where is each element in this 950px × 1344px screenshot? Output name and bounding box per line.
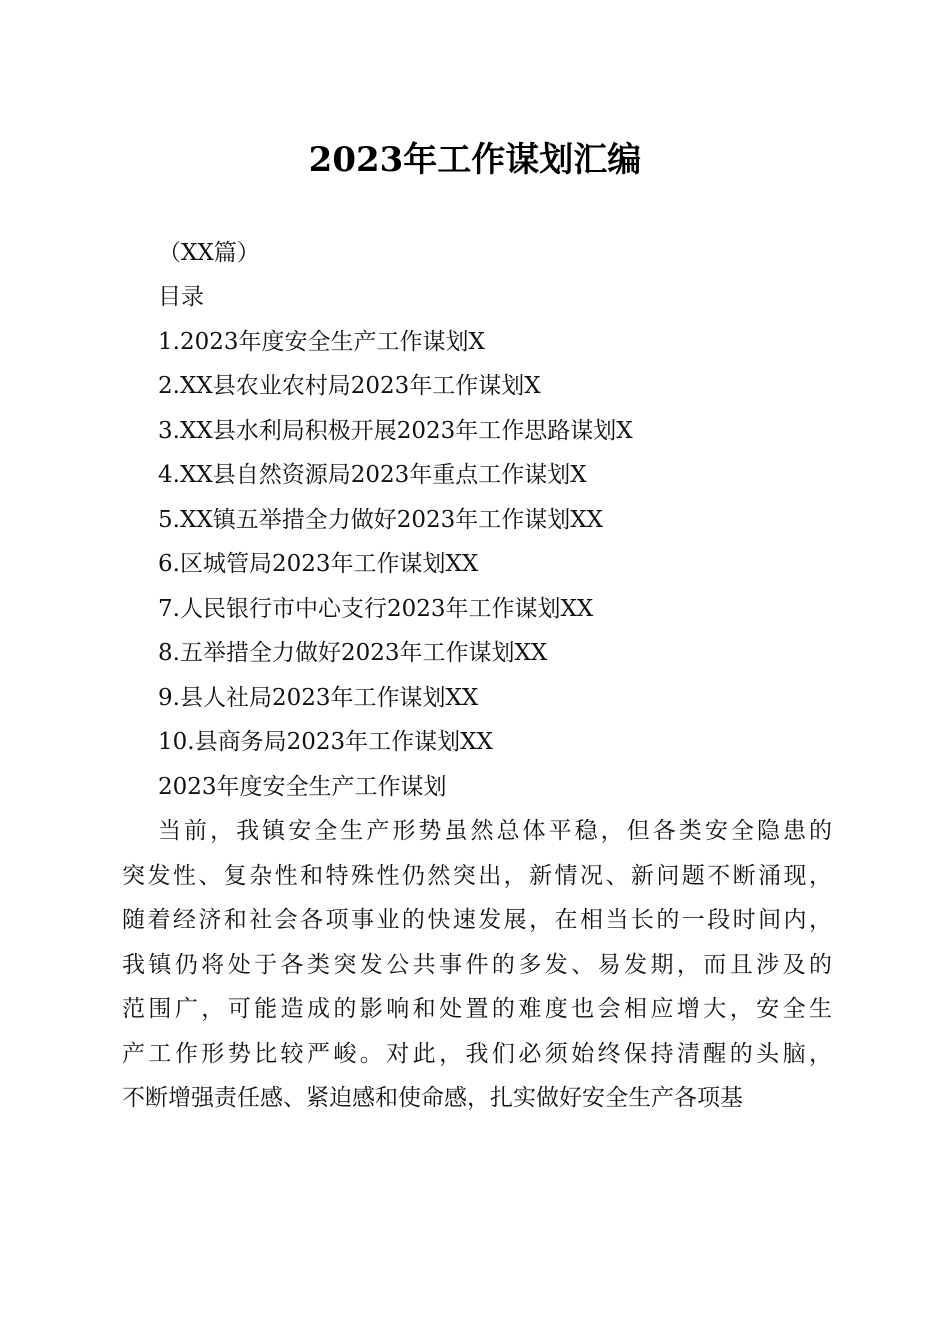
body-line: 产工作形势比较严峻。对此，我们必须始终保持清醒的头脑， [122, 1040, 832, 1067]
toc-item: 1.2023年度安全生产工作谋划X [158, 329, 485, 355]
toc-item: 5.XX镇五举措全力做好2023年工作谋划XX [158, 507, 603, 533]
body-line: 突发性、复杂性和特殊性仍然突出，新情况、新问题不断涌现， [122, 862, 832, 889]
section-heading: 2023年度安全生产工作谋划 [158, 774, 447, 800]
toc-item: 3.XX县水利局积极开展2023年工作思路谋划X [158, 418, 633, 444]
toc-item: 10.县商务局2023年工作谋划XX [158, 729, 493, 755]
toc-item: 7.人民银行市中心支行2023年工作谋划XX [158, 596, 594, 622]
body-paragraph [122, 809, 832, 1121]
body-line: 我镇仍将处于各类突发公共事件的多发、易发期，而且涉及的 [122, 951, 832, 978]
body-line: 不断增强责任感、紧迫感和使命感，扎实做好安全生产各项基 [122, 1085, 743, 1111]
toc-item: 2.XX县农业农村局2023年工作谋划X [158, 373, 541, 399]
toc-item: 9.县人社局2023年工作谋划XX [158, 685, 479, 711]
body-line: 当前，我镇安全生产形势虽然总体平稳，但各类安全隐患的 [158, 818, 832, 844]
body-line: 随着经济和社会各项事业的快速发展，在相当长的一段时间内， [122, 907, 832, 933]
document-title: 2023年工作谋划汇编 [308, 140, 642, 180]
toc-item: 8.五举措全力做好2023年工作谋划XX [158, 640, 548, 666]
document-subtitle: （XX篇） [158, 240, 260, 266]
toc-item: 4.XX县自然资源局2023年重点工作谋划X [158, 462, 587, 488]
toc-item: 6.区城管局2023年工作谋划XX [158, 551, 479, 577]
toc-heading: 目录 [158, 284, 204, 310]
body-line: 范围广，可能造成的影响和处置的难度也会相应增大，安全生 [122, 996, 832, 1022]
